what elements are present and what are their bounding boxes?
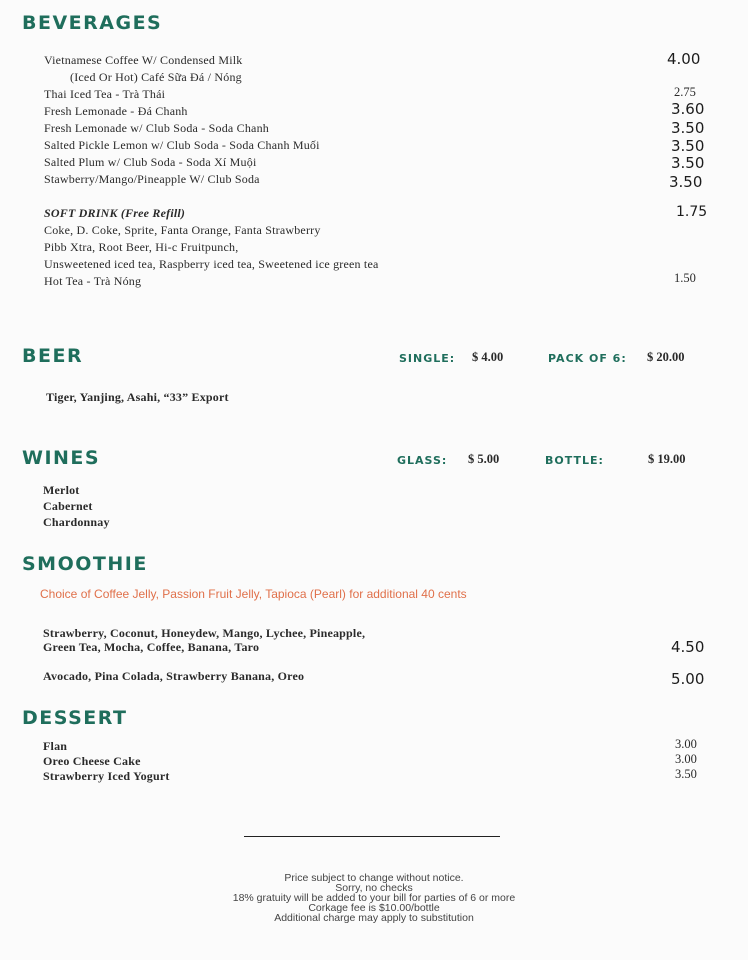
beer-list: Tiger, Yanjing, Asahi, “33” Export	[46, 390, 229, 404]
dessert-item: Oreo Cheese Cake	[43, 754, 141, 768]
beer-single-label: SINGLE:	[399, 352, 456, 365]
footer-line: Price subject to change without notice.	[284, 872, 464, 884]
footer-line: 18% gratuity will be added to your bill for parties of 6 or more	[232, 892, 516, 904]
smoothie-note: Choice of Coffee Jelly, Passion Fruit Jelly, Tapioca (Pearl) for additional 40 cents	[40, 587, 467, 601]
wines-heading: WINES	[22, 447, 101, 469]
wine-item: Merlot	[43, 483, 80, 497]
beverages-heading: BEVERAGES	[22, 12, 163, 34]
wine-item: Chardonnay	[43, 515, 110, 529]
hot-tea-item: Hot Tea - Trà Nóng	[44, 274, 142, 288]
soft-drink-line: Pibb Xtra, Root Beer, Hi-c Fruitpunch,	[44, 240, 239, 254]
dessert-heading: DESSERT	[22, 707, 128, 729]
beer-pack-price: $ 20.00	[647, 350, 685, 364]
beverage-item: Fresh Lemonade w/ Club Soda - Soda Chanh	[44, 121, 269, 135]
beverage-item: Salted Pickle Lemon w/ Club Soda - Soda Chanh Muối	[44, 138, 320, 152]
beverage-item: Fresh Lemonade - Đá Chanh	[44, 104, 188, 118]
smoothie-heading: SMOOTHIE	[22, 553, 148, 575]
beverage-price: 2.75	[674, 85, 696, 99]
soft-drink-heading: SOFT DRINK (Free Refill)	[44, 206, 186, 220]
beverage-price: 3.50	[671, 137, 705, 155]
beverage-item: Stawberry/Mango/Pineapple W/ Club Soda	[44, 172, 260, 186]
beverage-item: Salted Plum w/ Club Soda - Soda Xí Muội	[44, 155, 257, 169]
smoothie-item: Avocado, Pina Colada, Strawberry Banana, Oreo	[43, 669, 305, 683]
beverage-item: Thai Iced Tea - Trà Thái	[44, 87, 166, 101]
beverage-price: 3.50	[671, 154, 705, 172]
wines-glass-price: $ 5.00	[468, 452, 500, 466]
wines-glass-label: GLASS:	[397, 454, 448, 467]
dessert-item: Flan	[43, 739, 68, 753]
beverage-item: Vietnamese Coffee W/ Condensed Milk	[44, 53, 243, 67]
footer-notes	[174, 873, 574, 923]
wines-bottle-label: BOTTLE:	[545, 454, 604, 467]
footer-line: Corkage fee is $10.00/bottle	[308, 902, 440, 914]
wine-item: Cabernet	[43, 499, 93, 513]
dessert-price: 3.50	[675, 767, 697, 781]
beverage-price: 4.00	[667, 50, 701, 68]
soft-drink-price: 1.75	[676, 204, 708, 220]
soft-drink-line: Unsweetened iced tea, Raspberry iced tea, Sweetened ice green tea	[44, 257, 379, 271]
beverage-price: 3.50	[669, 173, 703, 191]
smoothie-item: Strawberry, Coconut, Honeydew, Mango, Lychee, Pineapple,	[43, 626, 366, 640]
beer-single-price: $ 4.00	[472, 350, 504, 364]
beverage-price: 3.60	[671, 100, 705, 118]
smoothie-price: 4.50	[671, 638, 705, 656]
footer-line: Additional charge may apply to substitution	[274, 912, 474, 924]
footer-divider	[244, 836, 500, 837]
beer-pack-label: PACK OF 6:	[548, 352, 627, 365]
beer-heading: BEER	[22, 345, 84, 367]
smoothie-price: 5.00	[671, 670, 705, 688]
soft-drink-line: Coke, D. Coke, Sprite, Fanta Orange, Fanta Strawberry	[44, 223, 321, 237]
wines-bottle-price: $ 19.00	[648, 452, 686, 466]
beverage-item: (Iced Or Hot) Café Sữa Đá / Nóng	[70, 70, 242, 84]
beverage-price: 3.50	[671, 119, 705, 137]
footer-line: Sorry, no checks	[335, 882, 413, 894]
dessert-item: Strawberry Iced Yogurt	[43, 769, 170, 783]
hot-tea-price: 1.50	[674, 271, 696, 285]
dessert-price: 3.00	[675, 752, 697, 766]
smoothie-item: Green Tea, Mocha, Coffee, Banana, Taro	[43, 640, 260, 654]
dessert-price: 3.00	[675, 737, 697, 751]
